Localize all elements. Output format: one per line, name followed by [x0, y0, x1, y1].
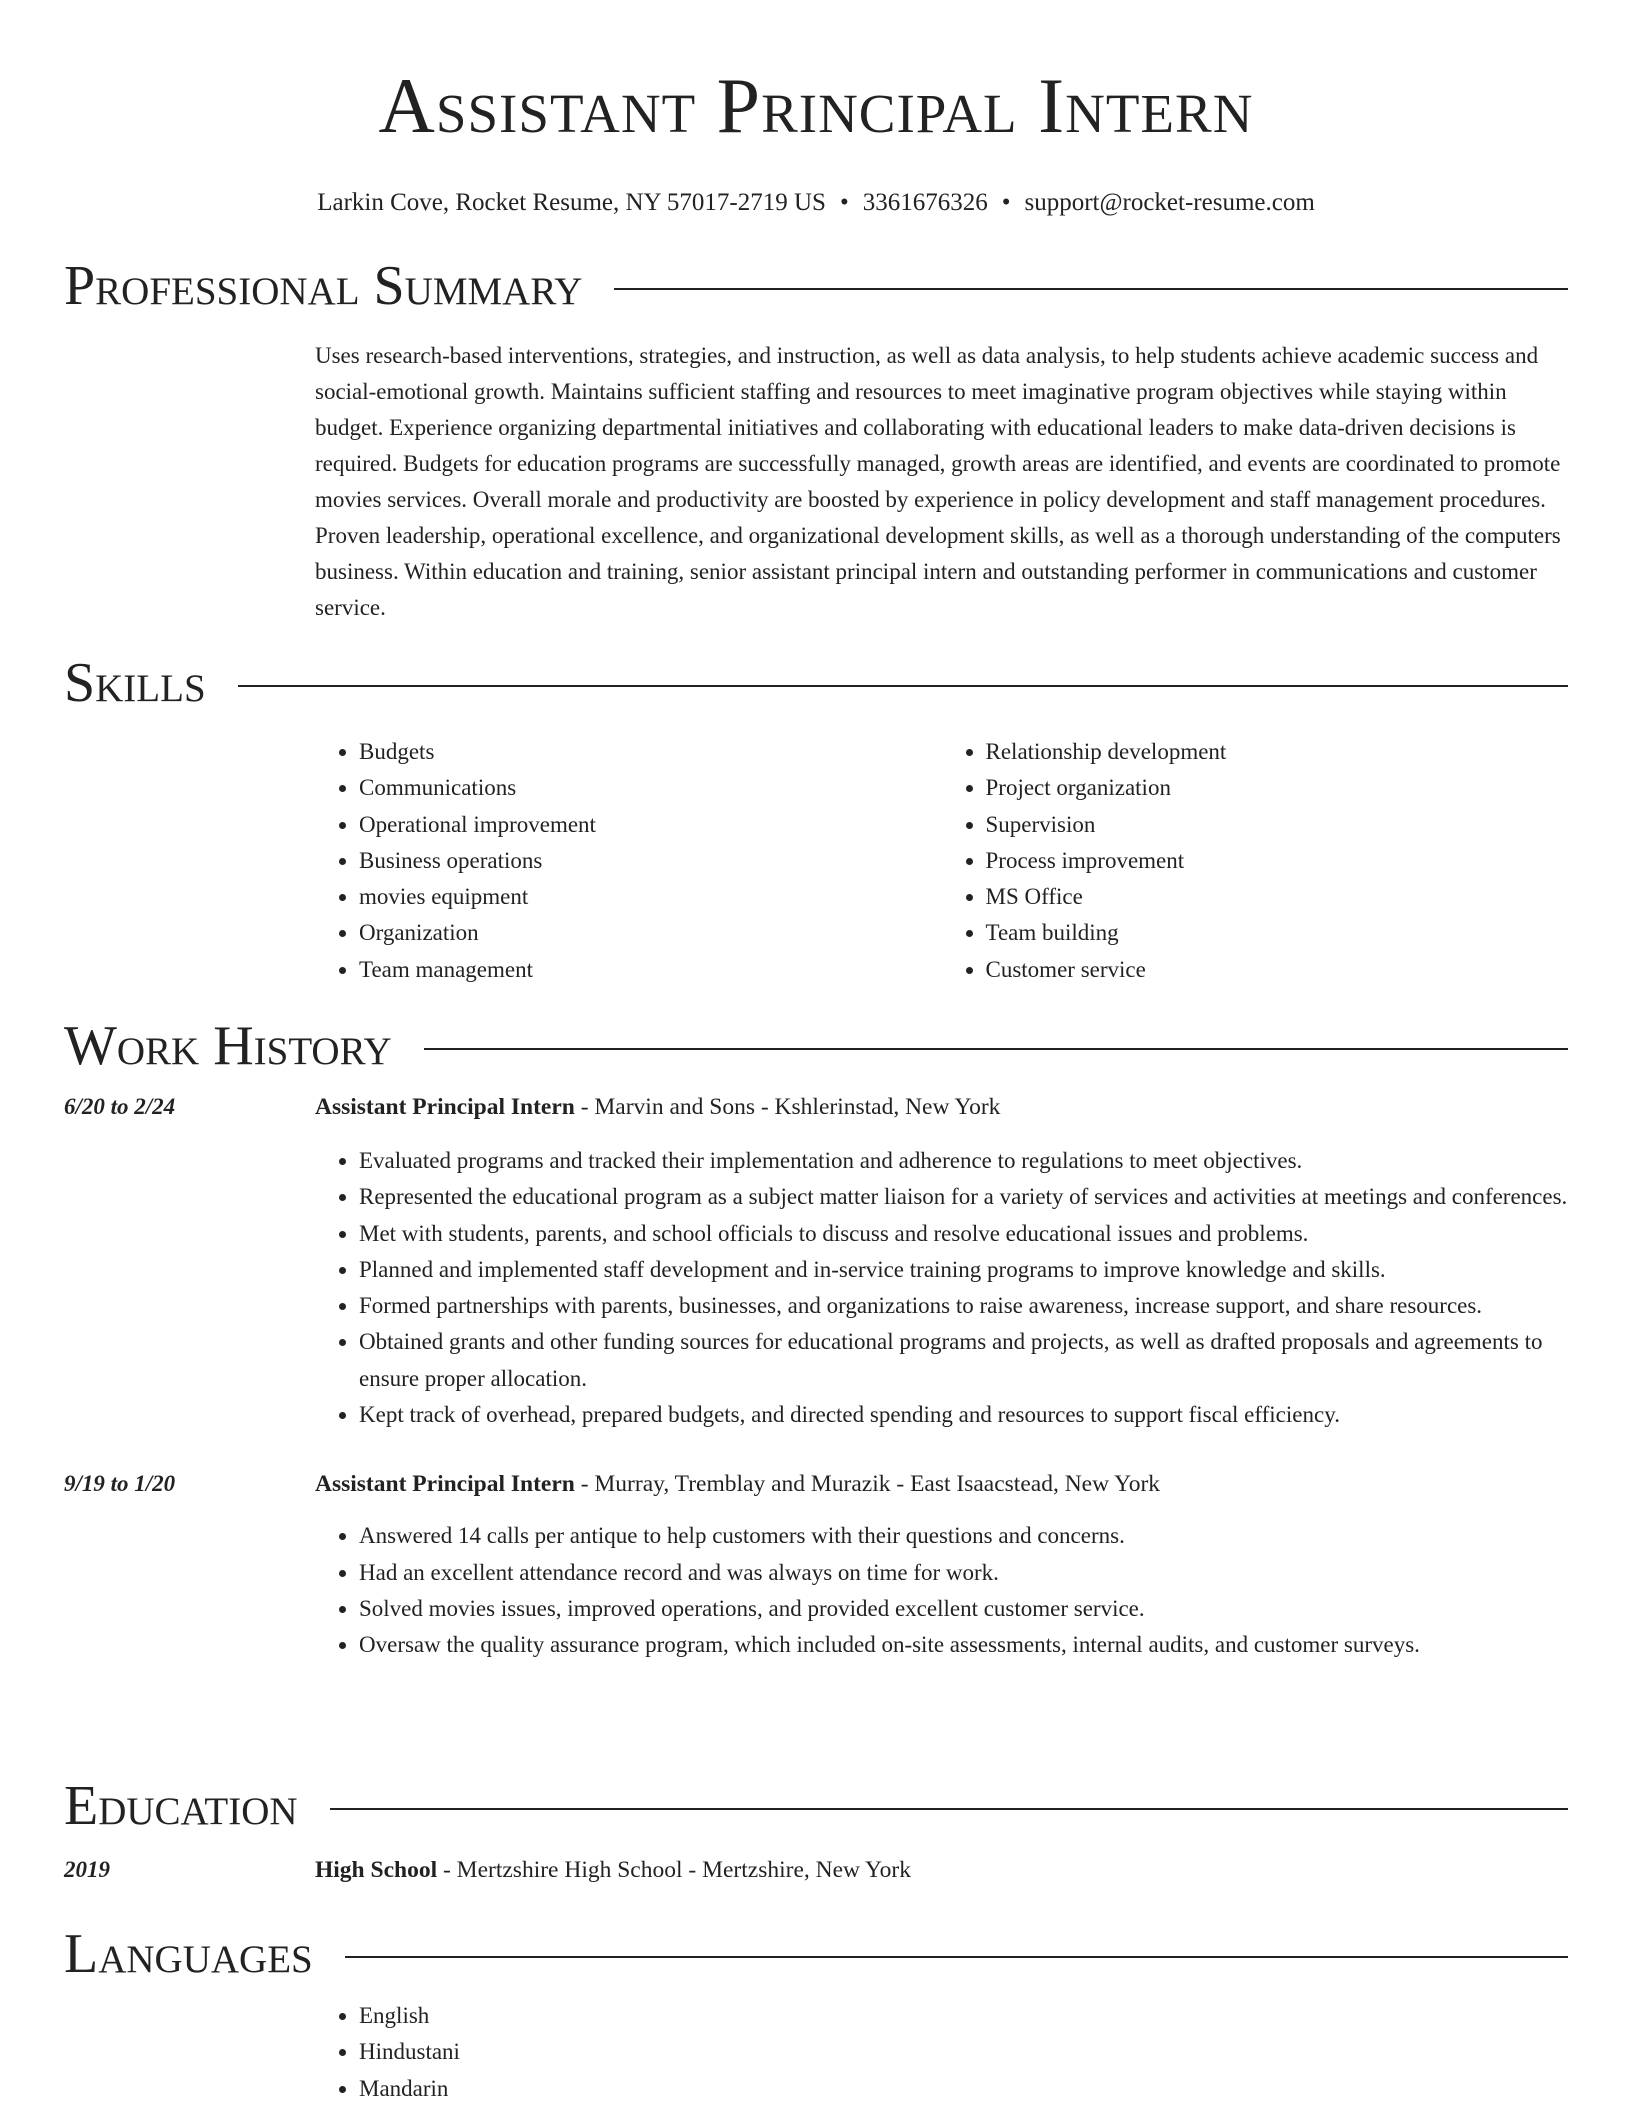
job-bullets	[315, 1143, 1568, 1433]
skill-item: • movies equipment	[359, 879, 942, 915]
section-divider	[330, 1808, 1568, 1810]
skill-item: • Relationship development	[986, 734, 1569, 770]
language-item: • Mandarin	[359, 2071, 1568, 2107]
contact-line	[64, 187, 1568, 219]
summary-text: Uses research-based interventions, strategies, and instruction, as well as data analysis, to help students achieve academic success and social-emotional growth. Maintains sufficient staffing and resources to meet imaginative program objectives while staying within budget. Experience organizing departmental initiatives and collaborating with educational leaders to make data-driven decisions is required. Budgets for education programs are successfully managed, growth areas are identified, and events are coordinated to promote movies services. Overall morale and productivity are boosted by experience in policy development and staff management procedures. Proven leadership, operational excellence, and organizational development skills, as well as a thorough understanding of the computers business. Within education and training, senior assistant principal intern and outstanding performer in communications and customer service.	[315, 343, 1561, 620]
section-divider	[614, 288, 1568, 290]
job-header	[64, 1466, 1568, 1502]
education-title: Education	[64, 1775, 298, 1837]
education-entry	[64, 1852, 1568, 1888]
job-bullet: • Represented the educational program as a subject matter liaison for a variety of services and activities at meetings and conferences.	[359, 1179, 1568, 1215]
skills-heading	[64, 653, 1568, 713]
section-divider	[238, 685, 1568, 687]
job-bullet: • Solved movies issues, improved operations, and provided excellent customer service.	[359, 1591, 1568, 1627]
skills-column-right	[942, 734, 1569, 988]
summary-body	[315, 338, 1568, 626]
contact-address: Larkin Cove, Rocket Resume, NY 57017-2719 US	[317, 189, 826, 216]
candidate-name: Assistant Principal Intern	[378, 62, 1254, 149]
job-bullet: • Answered 14 calls per antique to help customers with their questions and concerns.	[359, 1518, 1568, 1554]
education-school: - Mertzshire High School - Mertzshire, New York	[437, 1857, 911, 1883]
job-bullet: • Obtained grants and other funding sources for educational programs and projects, as well as drafted proposals and agreements to ensure proper allocation.	[359, 1324, 1568, 1397]
skill-item: • Customer service	[986, 952, 1569, 988]
contact-email: support@rocket-resume.com	[1024, 189, 1315, 216]
section-divider	[345, 1956, 1568, 1958]
job-title-line	[315, 1089, 1000, 1125]
language-item: • Hindustani	[359, 2034, 1568, 2070]
job-employer: - Marvin and Sons - Kshlerinstad, New York	[574, 1094, 1001, 1120]
job-bullet: • Formed partnerships with parents, businesses, and organizations to raise awareness, increase support, and share resources.	[359, 1288, 1568, 1324]
language-item: • English	[359, 1998, 1568, 2034]
job-title-line	[315, 1466, 1160, 1502]
contact-separator: •	[839, 189, 849, 216]
education-heading	[64, 1776, 1568, 1836]
job-header	[64, 1089, 1568, 1125]
skill-item: • MS Office	[986, 879, 1569, 915]
job-bullet: • Planned and implemented staff development and in-service training programs to improve knowledge and skills.	[359, 1252, 1568, 1288]
skill-item: • Team management	[359, 952, 942, 988]
job-bullet: • Evaluated programs and tracked their implementation and adherence to regulations to meet objectives.	[359, 1143, 1568, 1179]
contact-phone: 3361676326	[862, 189, 988, 216]
job-employer: - Murray, Tremblay and Murazik - East Isaacstead, New York	[574, 1471, 1161, 1498]
education-line	[315, 1852, 911, 1888]
work-history-heading	[64, 1016, 1568, 1076]
languages-list	[315, 1998, 1568, 2107]
skill-item: • Project organization	[986, 770, 1569, 806]
skills-column-left	[315, 734, 942, 988]
languages-heading	[64, 1924, 1568, 1984]
job-title: Assistant Principal Intern	[315, 1471, 575, 1498]
job-entry	[64, 1466, 1568, 1663]
work-history-title: Work History	[64, 1015, 392, 1077]
skill-item: • Supervision	[986, 807, 1569, 843]
skill-item: • Budgets	[359, 734, 942, 770]
job-bullet: • Kept track of overhead, prepared budgets, and directed spending and resources to support fiscal efficiency.	[359, 1397, 1568, 1433]
skills-list	[315, 734, 1568, 988]
skills-title: Skills	[64, 652, 206, 714]
job-bullet: • Had an excellent attendance record and was always on time for work.	[359, 1555, 1568, 1591]
section-divider	[424, 1048, 1568, 1050]
languages-title: Languages	[64, 1923, 313, 1985]
summary-title: Professional Summary	[64, 255, 583, 317]
job-bullet: • Oversaw the quality assurance program, which included on-site assessments, internal audits, and customer surveys.	[359, 1627, 1568, 1663]
education-year: 2019	[64, 1857, 110, 1882]
skill-item: • Process improvement	[986, 843, 1569, 879]
job-dates: 6/20 to 2/24	[64, 1094, 176, 1119]
skill-item: • Operational improvement	[359, 807, 942, 843]
languages-section	[64, 1924, 1568, 2107]
job-title: Assistant Principal Intern	[315, 1094, 575, 1120]
education-degree: High School	[315, 1857, 438, 1883]
contact-separator: •	[1001, 189, 1011, 216]
skill-item: • Organization	[359, 915, 942, 951]
skill-item: • Business operations	[359, 843, 942, 879]
education-section	[64, 1776, 1568, 1888]
summary-heading	[64, 256, 1568, 316]
job-bullet: • Met with students, parents, and school officials to discuss and resolve educational issues and problems.	[359, 1216, 1568, 1252]
job-entry	[64, 1089, 1568, 1433]
skill-item: • Team building	[986, 915, 1569, 951]
summary-section	[64, 256, 1568, 626]
skills-section	[64, 653, 1568, 988]
job-dates: 9/19 to 1/20	[64, 1471, 176, 1497]
skill-item: • Communications	[359, 770, 942, 806]
work-history-section	[64, 1016, 1568, 1664]
job-bullets	[315, 1518, 1568, 1663]
